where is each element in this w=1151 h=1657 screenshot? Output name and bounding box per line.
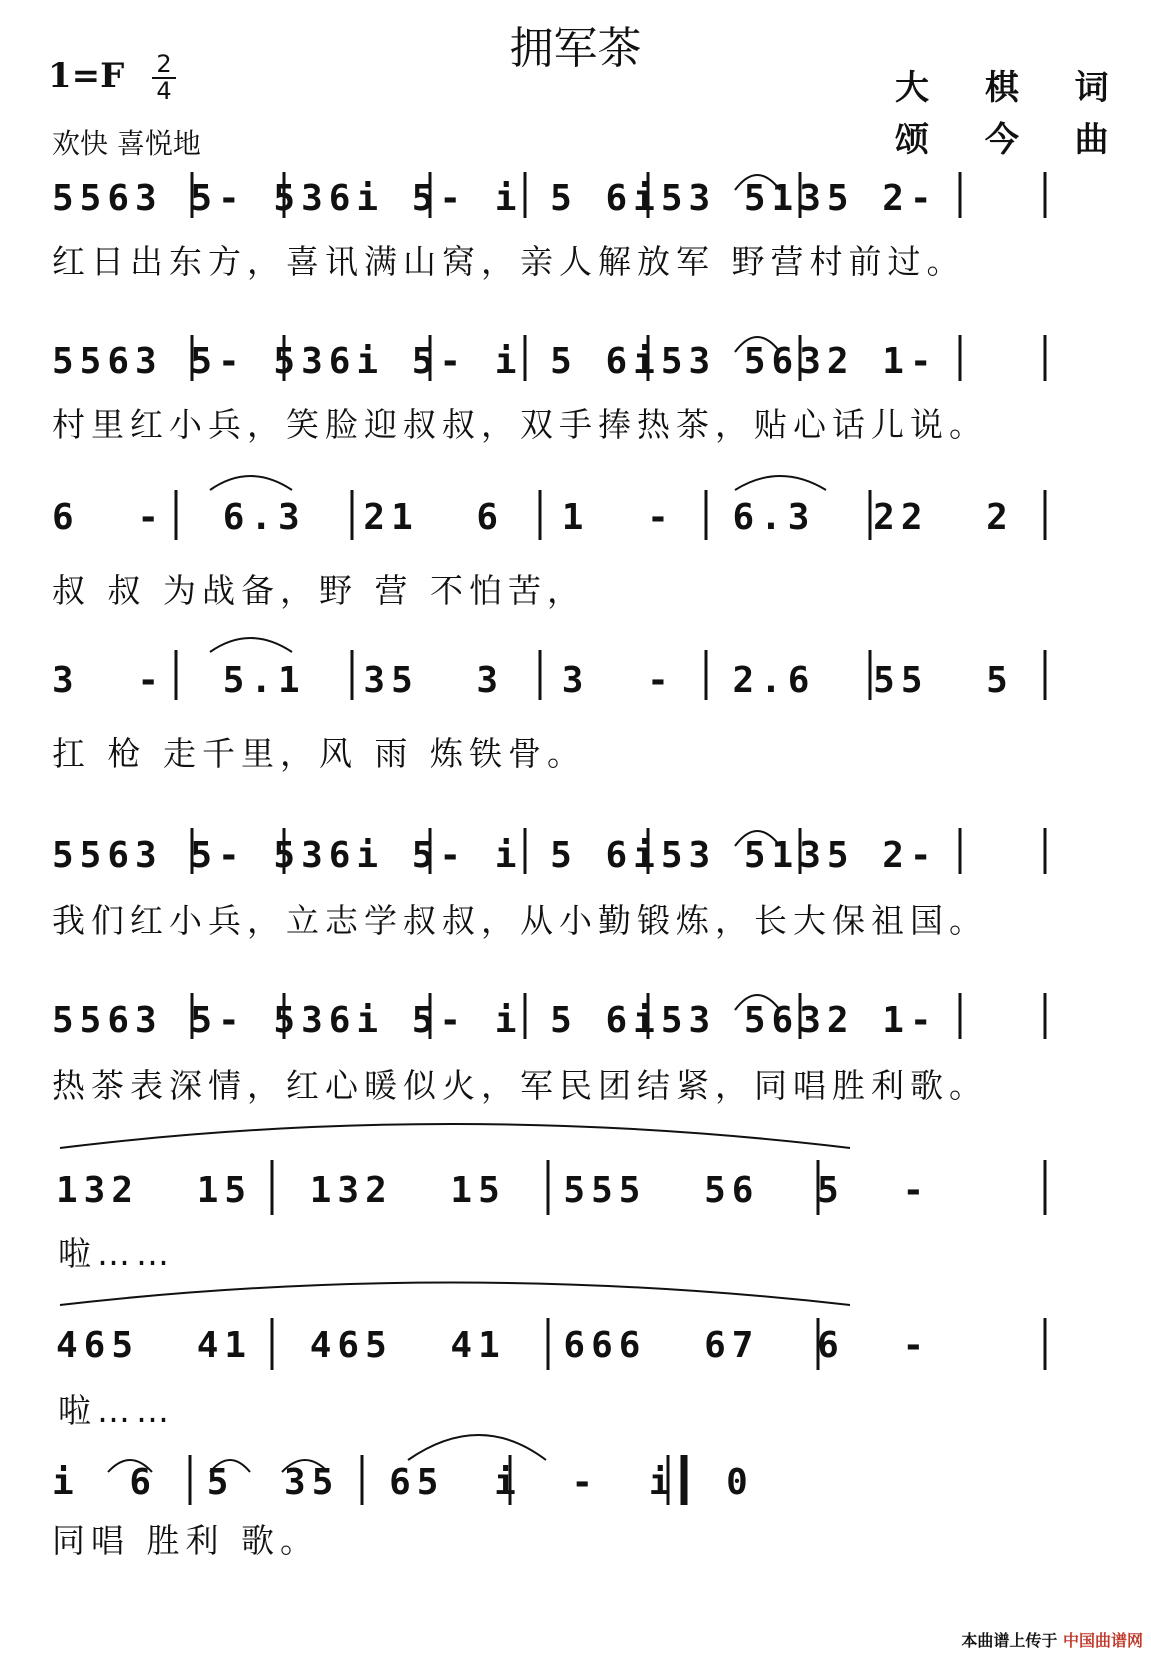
system-7-barlines [272,1160,1045,1215]
system-6-barlines [192,993,1045,1039]
footer-upload-text: 本曲谱上传于 [961,1631,1058,1650]
lyricist-credit: 大 棋 词 [895,68,1131,108]
system-3-notes: 6 - 6.3 21 6 1 - 6.3 22 2 [52,497,1014,538]
system-3-barlines [176,490,1045,540]
system-4-lyrics: 扛 枪 走千里，风 雨 炼铁骨。 [52,734,586,773]
system-8-lyrics: 啦…… [58,1391,175,1430]
system-9-notes: i 6 5 35 65 i - i 0 [52,1462,754,1503]
system-2-lyrics: 村里红小兵，笑脸迎叔叔，双手捧热茶，贴心话儿说。 [52,405,988,444]
composer-credit: 颂 今 曲 [895,120,1131,160]
slurs [60,175,850,1472]
system-5-notes: 5563 5- 536i 5- i 5 6i53 5135 2- [52,835,938,876]
system-3-lyrics: 叔 叔 为战备，野 营 不怕苦， [52,571,586,610]
system-9-barlines [190,1455,684,1505]
system-4-notes: 3 - 5.1 35 3 3 - 2.6 55 5 [52,660,1014,701]
footer-credit [961,1628,1143,1651]
system-8-barlines [272,1318,1045,1370]
tempo-marking: 欢快 喜悦地 [52,127,201,160]
system-1-lyrics: 红日出东方，喜讯满山窝，亲人解放军 野营村前过。 [52,242,966,281]
system-7-notes: 132 15 132 15 555 56 5 - [56,1170,931,1211]
system-8-notes: 465 41 465 41 666 67 6 - [56,1325,931,1366]
system-5-barlines [192,828,1045,874]
system-5-lyrics: 我们红小兵，立志学叔叔，从小勤锻炼，长大保祖国。 [52,901,988,940]
system-6-notes: 5563 5- 536i 5- i 5 6i53 5632 1- [52,1000,938,1041]
system-2-barlines [192,335,1045,381]
system-2-notes: 5563 5- 536i 5- i 5 6i53 5632 1- [52,341,938,382]
system-9-lyrics: 同唱 胜利 歌。 [52,1521,319,1560]
system-1-notes: 5563 5- 536i 5- i 5 6i53 5135 2- [52,178,938,219]
footer-site-name[interactable]: 中国曲谱网 [1062,1631,1143,1650]
time-numerator: 2 [156,50,172,78]
system-7-lyrics: 啦…… [58,1234,175,1273]
system-6-lyrics: 热茶表深情，红心暖似火，军民团结紧，同唱胜利歌。 [52,1066,988,1105]
time-denominator: 4 [156,77,172,105]
song-title: 拥军茶 [509,23,642,74]
key-signature: 1=F [48,56,125,96]
system-4-barlines [176,650,1045,700]
system-1-barlines [192,172,1045,218]
